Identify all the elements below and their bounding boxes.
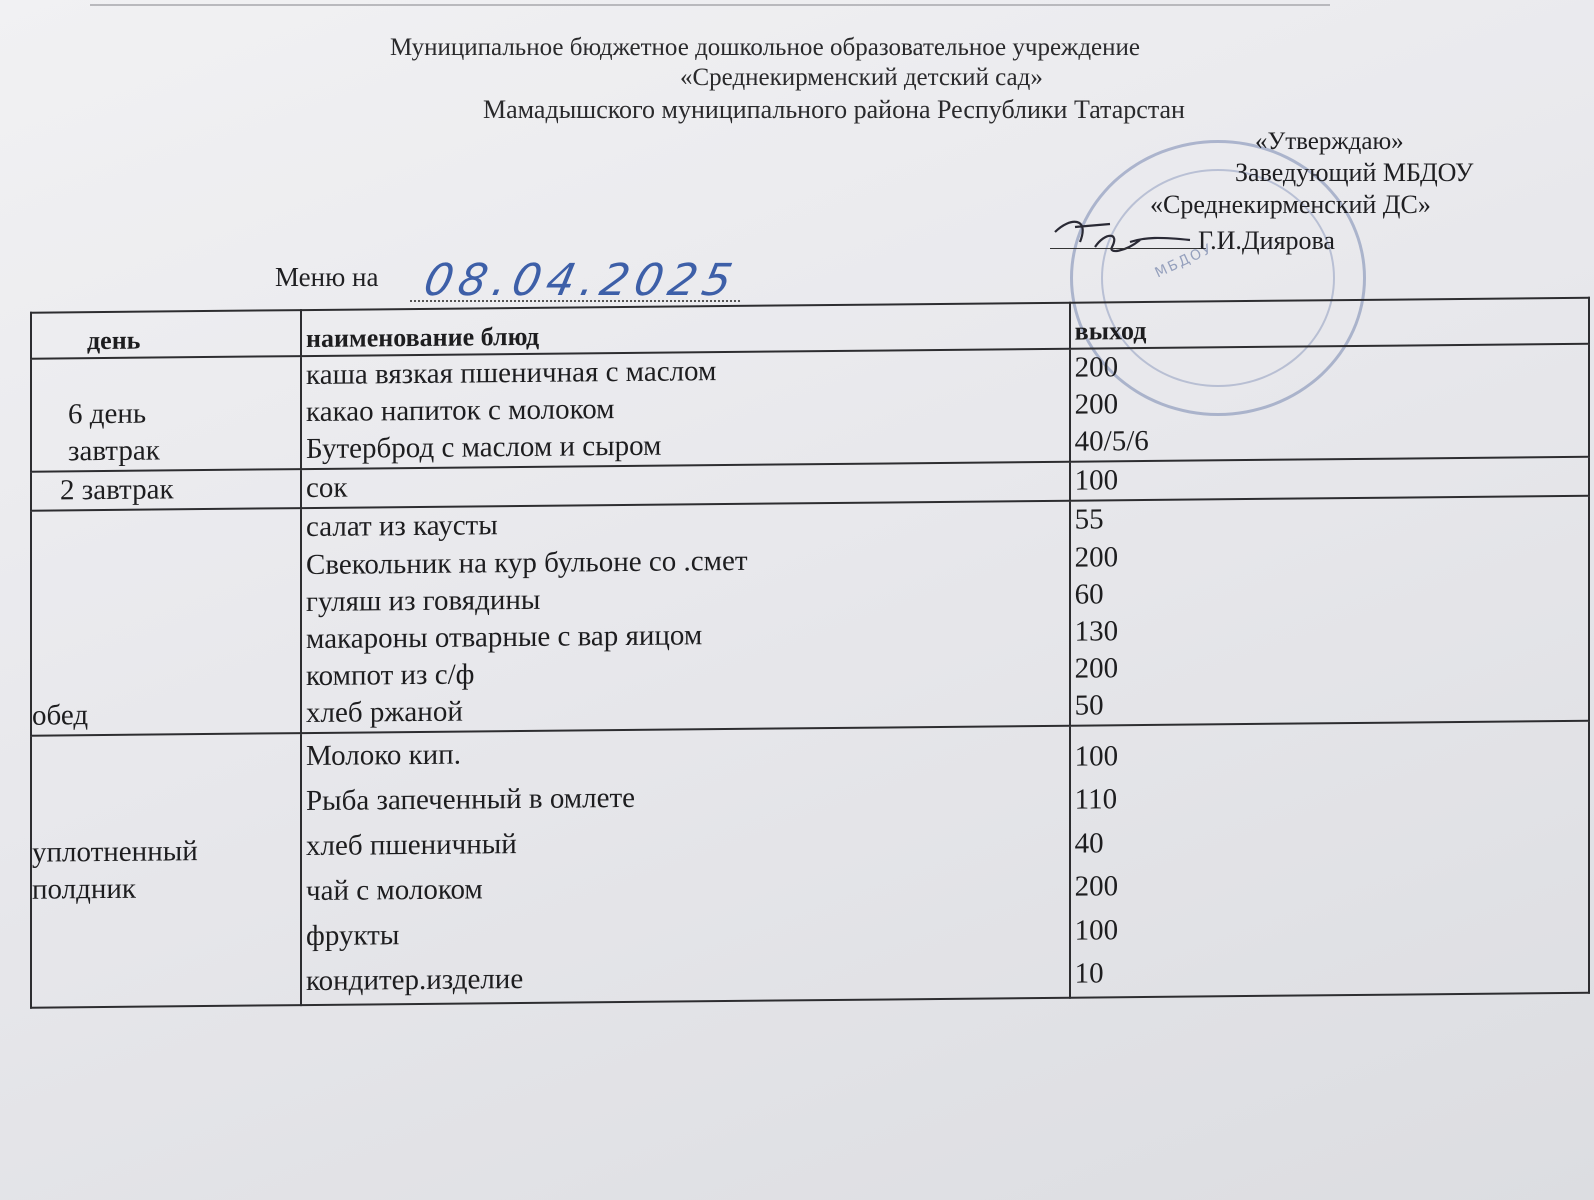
dish-name: хлеб пшеничный (306, 828, 517, 863)
header-day: день (31, 310, 301, 359)
signature-icon (1050, 212, 1200, 262)
dish-output: 100 (1074, 739, 1119, 773)
table-row (31, 721, 1589, 1008)
menu-table (30, 297, 1590, 1009)
dish-output: 200 (1074, 351, 1119, 384)
dish-output: 110 (1074, 783, 1118, 816)
dish-name: кондитер.изделие (306, 962, 524, 997)
seal-stamp: МБДОУ (1070, 140, 1366, 416)
meal-name-cell (31, 469, 301, 511)
menu-label: Меню на (275, 262, 379, 292)
dish-output: 100 (1074, 464, 1119, 498)
dish-name: хлеб ржаной (306, 695, 463, 730)
dish-output: 200 (1074, 540, 1119, 574)
outputs-cell (1070, 496, 1589, 726)
table-row (31, 496, 1589, 736)
dish-name: сок (306, 471, 348, 505)
dish-name: Свекольник на кур бульоне со .смет (306, 544, 748, 581)
signature-line (1050, 248, 1200, 249)
meal-name-cell (31, 733, 301, 1007)
dish-output: 100 (1074, 913, 1119, 947)
dish-name: фрукты (306, 919, 400, 952)
meal-name: 6 день (68, 397, 147, 431)
meal-name: завтрак (68, 434, 160, 468)
dish-name: Рыба запеченный в омлете (306, 781, 636, 818)
dish-name: компот из с/ф (306, 658, 475, 692)
dishes-cell (301, 349, 1070, 470)
approval-position: Заведующий МБДОУ (1235, 158, 1474, 187)
approval-organization: «Среднекирменский ДС» (1150, 190, 1431, 219)
dishes-cell (301, 501, 1070, 733)
dish-name: чай с молоком (306, 873, 483, 907)
dish-output: 200 (1074, 652, 1119, 685)
dish-output: 50 (1074, 689, 1104, 722)
table-row (31, 344, 1589, 472)
meal-name: полдник (32, 872, 136, 906)
dish-name: салат из каусты (306, 509, 498, 544)
meal-name: уплотненный (32, 834, 198, 869)
dish-output: 200 (1074, 388, 1119, 421)
meal-name-cell (31, 509, 301, 736)
institution-name-line1: Муниципальное бюджетное дошкольное образовательное учреждение (390, 34, 1140, 61)
outputs-cell (1070, 721, 1589, 998)
dish-output: 60 (1074, 578, 1104, 611)
dish-output: 40/5/6 (1074, 425, 1149, 458)
approval-signer: Г.И.Диярова (1198, 226, 1335, 255)
dish-name: какао напиток с молоком (306, 393, 615, 429)
paper-edge (90, 0, 1330, 6)
meal-name: обед (32, 699, 89, 732)
dish-name: макароны отварные с вар яицом (306, 619, 703, 655)
dish-output: 130 (1074, 615, 1119, 648)
dish-name: Молоко кип. (306, 738, 461, 773)
dish-output: 200 (1074, 870, 1119, 903)
dish-output: 10 (1074, 957, 1104, 990)
dish-name: гуляш из говядины (306, 583, 541, 618)
dish-name: каша вязкая пшеничная с маслом (306, 355, 717, 392)
meal-name: 2 завтрак (60, 473, 174, 507)
dish-output: 40 (1074, 827, 1104, 860)
menu-table-wrap (0, 275, 1594, 1070)
dishes-cell (301, 726, 1070, 1005)
institution-name-line3: Мамадышского муниципального района Республики Татарстан (483, 95, 1185, 124)
dish-output: 55 (1074, 503, 1104, 537)
dish-name: Бутерброд с маслом и сыром (306, 429, 662, 466)
approval-title: «Утверждаю» (1255, 128, 1404, 155)
institution-name-line2: «Среднекирменский детский сад» (680, 64, 1043, 91)
header-output: выход (1070, 298, 1589, 349)
menu-date: 08.04.2025 (419, 255, 743, 306)
outputs-cell (1070, 344, 1589, 462)
header-dish: наименование блюд (301, 303, 1070, 356)
meal-name-cell (31, 356, 301, 472)
outputs-cell (1070, 457, 1589, 501)
